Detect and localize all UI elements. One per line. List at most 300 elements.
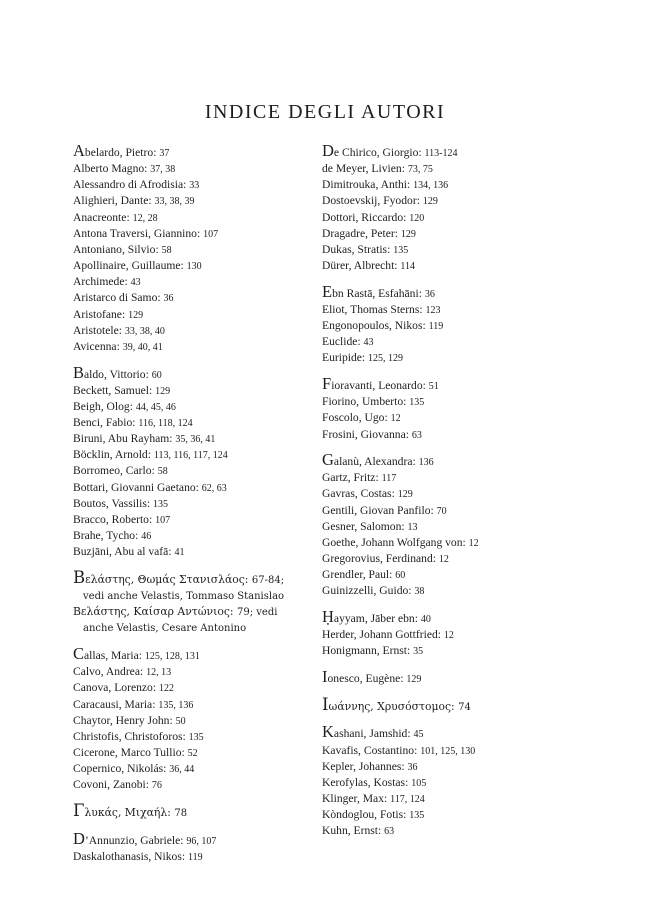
index-entry [73,226,305,242]
index-entry [322,452,582,470]
index-entry [322,724,582,742]
index-entry [322,143,582,161]
author-name: Brahe, Tycho [73,529,136,543]
page-refs: 12, 28 [132,212,158,224]
page-refs: 117, 124 [390,793,425,805]
author-name: Dragadre, Peter [322,226,395,240]
author-name: Caracausi, Maria [73,697,153,711]
letter-group [73,646,305,793]
separator: : [394,259,401,273]
page-refs: 101, 125, 130 [420,745,476,757]
separator: : [152,697,159,711]
separator: : [418,146,425,159]
separator: : [145,778,152,792]
author-name: Γλυκάς, Μιχαήλ [73,800,168,820]
index-entry [322,161,582,177]
author-name: Guinizzelli, Guido [322,584,409,598]
author-name: Aristofane [73,307,122,321]
index-entry [73,161,305,177]
page-refs: 79; vedi anche Velastis, Cesare Antonino [83,607,278,635]
author-name: Avicenna [73,339,117,353]
author-name: Herder, Johann Gottfried [322,628,438,642]
page-refs: 129 [422,196,438,208]
page-refs: 125, 129 [368,353,404,365]
index-entry [322,775,582,791]
index-entry [322,350,582,366]
index-entry [322,823,582,839]
author-name: Apollinaire, Guillaume [73,259,181,273]
page-refs: 67-84; vedi anche Velastis, Tommaso Stanislao [83,574,285,603]
separator: : [163,762,170,776]
index-entry [73,680,305,696]
author-name: Kòndoglou, Fotis [322,808,404,822]
page-refs: 135 [409,397,425,409]
page-refs: 35 [413,646,424,658]
separator: : [422,379,429,393]
author-name: Fiorino, Umberto [322,395,404,409]
index-entry [73,828,305,849]
separator: : [407,727,414,741]
page-refs: 129 [128,309,144,321]
page-refs: 37 [159,148,170,159]
index-entry [73,544,305,560]
page-refs: 50 [175,715,186,727]
page-refs: 46 [141,531,152,543]
index-entry [322,334,582,350]
separator: : [405,427,412,441]
author-name: Gregorovius, Ferdinand [322,552,433,566]
index-entry [322,627,582,643]
author-name: Dimitrouka, Anthi [322,178,408,192]
page-refs: 12 [438,554,449,566]
page-refs: 12 [390,413,401,425]
author-name: Alessandro di Afrodisia [73,178,184,192]
letter-group [73,362,305,561]
page-refs: 107 [203,228,219,240]
separator: : [401,162,408,176]
author-name: Galanù, Alexandra [322,450,413,470]
index-entry [73,496,305,512]
author-name: Abelardo, Pietro [73,141,154,160]
separator: : [181,745,188,759]
index-entry [322,258,582,274]
separator: : [430,503,437,517]
author-name: Benci, Fabio [73,416,133,429]
page-refs: 36 [424,288,435,300]
separator: : [167,805,175,819]
author-name: Engonopoulos, Nikos [322,319,423,333]
letter-group [73,800,305,821]
separator: : [116,339,123,353]
page-refs: 119 [428,321,444,333]
separator: : [403,210,410,224]
author-name: Baldo, Vittorio [73,362,146,382]
separator: : [407,644,414,658]
author-name: Grendler, Paul [322,568,390,582]
separator: : [144,162,151,176]
index-entry [322,807,582,823]
separator: : [155,242,162,256]
page-refs: 13 [407,521,418,533]
index-entry [73,646,305,664]
separator: : [157,291,164,305]
separator: : [195,480,202,494]
author-name: De Chirico, Giorgio [322,141,419,160]
author-name: Beckett, Samuel [73,383,149,397]
page-refs: 123 [425,304,441,316]
author-name: Dürer, Albrecht [322,259,395,273]
author-name: Archimede [73,275,125,289]
author-name: Dottori, Riccardo [322,210,404,224]
page-refs: 120 [409,212,425,224]
index-entry [73,463,305,479]
page-refs: 58 [161,244,172,256]
page-refs: 33, 38, 40 [124,325,165,337]
author-name: Bottari, Giovanni Gaetano [73,480,196,494]
author-name: Ḥayyam, Jāber ebn [322,607,415,627]
separator: : [139,665,147,679]
separator: : [414,743,421,757]
letter-group [322,281,582,367]
letter-group [322,609,582,659]
index-entry [73,567,305,604]
index-entry [73,777,305,793]
separator: : [118,323,125,337]
index-entry [73,729,305,745]
separator: : [361,351,369,365]
author-name: Ιωάννης, Χρυσόστομος [322,694,452,714]
separator: : [414,612,421,626]
index-entry [322,609,582,627]
author-name: Antona Traversi, Giannino [73,226,197,240]
page-refs: 43 [363,337,374,349]
author-name: Gartz, Fritz [322,471,376,485]
separator: : [132,416,139,429]
page-refs: 70 [436,505,447,517]
separator: : [169,713,176,727]
page-refs: 135 [153,498,169,510]
separator: : [180,833,187,847]
author-name: Kavafis, Costantino [322,743,415,757]
author-name: Ionesco, Eugène [322,667,401,687]
page-refs: 125, 128, 131 [144,651,200,663]
index-entry [73,274,305,290]
page-refs: 12, 13 [146,667,172,679]
page-refs: 39, 40, 41 [122,341,163,353]
index-entry [73,399,305,415]
author-name: Buzjāni, Abu al vafā [73,545,169,559]
separator: : [384,791,391,805]
separator: : [375,471,382,485]
page-refs: 60 [151,369,162,381]
letter-group [322,452,582,599]
separator: : [462,535,469,549]
index-entry [73,193,305,209]
index-entry [322,193,582,209]
page-refs: 129 [406,674,422,686]
page-refs: 52 [187,747,198,759]
separator: : [418,286,425,300]
author-name: Borromeo, Carlo [73,464,152,478]
page-refs: 114 [400,261,416,273]
page-refs: 44, 45, 46 [135,401,176,413]
separator: : [403,395,410,409]
author-name: Alighieri, Dante [73,194,149,208]
index-entry [73,143,305,161]
separator: : [405,775,412,789]
page-refs: 78 [174,807,188,819]
page-refs: 136 [418,457,434,469]
page-refs: 36 [407,761,418,773]
index-entry [322,281,582,302]
index-entry [322,177,582,193]
index-entry [322,743,582,759]
separator: : [152,681,159,695]
author-name: Chaytor, Henry John [73,713,170,727]
index-entry [73,604,305,636]
author-name: Kepler, Johannes [322,759,402,773]
index-entry [73,512,305,528]
separator: : [169,432,176,446]
author-name: Gentili, Giovan Panfilo [322,503,431,517]
author-name: Dostoevskij, Fyodor [322,194,417,208]
page-refs: 33 [189,180,200,192]
page-refs: 12 [443,630,454,642]
separator: : [389,568,396,582]
page-refs: 129 [155,385,171,397]
page-refs: 116, 118, 124 [138,418,193,429]
page-refs: 36 [163,293,174,305]
page-refs: 63 [411,429,422,441]
separator: : [138,649,145,663]
index-entry [73,415,305,431]
letter-group [322,669,582,687]
page-refs: 43 [130,277,141,289]
author-name: Gesner, Salomon [322,519,402,533]
author-name: Dukas, Stratis [322,242,388,256]
separator: : [182,729,189,743]
author-name: Anacreonte [73,210,127,224]
index-entry [73,480,305,496]
author-name: Eliot, Thomas Sterns [322,302,420,316]
separator: : [196,226,204,240]
page-refs: 40 [420,614,431,626]
index-column-right [322,143,582,849]
separator: : [148,194,155,208]
author-name: de Meyer, Livien [322,162,402,176]
page-refs: 135, 136 [158,699,194,711]
index-entry [73,761,305,777]
page-refs: 134, 136 [413,180,449,192]
index-entry [322,583,582,599]
page-refs: 37, 38 [150,164,176,176]
author-name: Biruni, Abu Rayham [73,432,170,446]
separator: : [403,808,410,822]
separator: : [121,307,129,321]
separator: : [153,146,160,159]
index-entry [322,226,582,242]
separator: : [384,411,391,425]
page-refs: 51 [428,381,439,393]
page-refs: 33, 38, 39 [154,196,195,208]
separator: : [378,824,385,838]
index-entry [73,323,305,339]
separator: : [401,519,408,533]
separator: : [419,302,426,316]
page-refs: 63 [384,826,395,838]
author-name: Böcklin, Arnold [73,448,148,462]
author-name: Βελάστης, Θωμάς Στανισλάος [73,567,245,587]
index-entry [322,394,582,410]
index-entry [322,643,582,659]
separator: : [416,194,423,208]
page-refs: 129 [400,228,416,240]
letter-group [322,143,582,274]
author-name: Copernico, Nikolás [73,762,164,776]
author-name: Fioravanti, Leonardo [322,374,423,394]
page-refs: 117 [381,473,397,485]
separator: : [180,259,187,273]
author-name: Euclide [322,335,358,349]
page-refs: 35, 36, 41 [175,434,216,446]
author-name: Boutos, Vassilis [73,496,147,510]
page-refs: 113, 116, 117, 124 [153,450,228,462]
index-entry [73,362,305,383]
author-name: D’Annunzio, Gabriele [73,828,181,848]
letter-group [73,828,305,865]
separator: : [357,335,364,349]
separator: : [181,849,188,863]
separator: : [412,455,419,469]
separator: : [400,672,407,686]
index-entry [322,242,582,258]
separator: : [147,448,154,462]
index-entry [322,791,582,807]
letter-group [322,724,582,839]
index-entry [322,427,582,443]
author-name: Aristarco di Samo [73,291,158,305]
page-title: INDICE DEGLI AUTORI [204,101,446,123]
author-name: Kuhn, Ernst [322,824,379,838]
author-name: Foscolo, Ugo [322,411,385,425]
index-entry [322,210,582,226]
letter-group [322,694,582,715]
author-name: Covoni, Zanobi [73,778,146,792]
page-refs: 58 [157,466,168,478]
author-name: Kashani, Jamshid [322,722,408,742]
separator: : [129,399,136,413]
separator: : [124,275,131,289]
separator: : [391,487,398,501]
separator: : [148,383,156,397]
index-entry [322,470,582,486]
index-entry [322,759,582,775]
separator: : [407,178,414,192]
author-name: Frosini, Giovanna [322,427,406,441]
index-entry [322,486,582,502]
author-name: Daskalothanasis, Nikos [73,849,182,863]
author-name: Beigh, Olog [73,399,130,413]
separator: : [422,319,429,333]
index-entry [73,447,305,463]
author-name: Cicerone, Marco Tullio [73,745,182,759]
page-refs: 74 [458,701,471,713]
separator: : [148,512,156,526]
separator: : [151,464,158,478]
index-entry [73,745,305,761]
author-name: Klinger, Max [322,791,384,805]
page-refs: 122 [158,683,174,695]
author-name: Ebn Rastā, Esfahāni [322,281,419,301]
author-name: Aristotele [73,323,119,337]
author-name: Alberto Magno [73,162,145,176]
separator: : [126,210,133,224]
author-name: Goethe, Johann Wolfgang von [322,535,463,549]
page-refs: 12 [468,537,479,549]
author-name: Βελάστης, Καίσαρ Αντώνιος [73,605,230,619]
page-refs: 76 [151,780,162,792]
index-entry [73,528,305,544]
page-refs: 36, 44 [169,764,195,776]
letter-group [73,143,305,355]
page-refs: 73, 75 [407,164,433,176]
index-entry [322,503,582,519]
page-refs: 135 [393,244,409,256]
separator: : [135,529,142,543]
index-entry [73,258,305,274]
index-entry [322,694,582,715]
page-refs: 96, 107 [186,835,217,847]
index-entry [322,318,582,334]
author-name: Calvo, Andrea [73,665,140,679]
index-entry [73,242,305,258]
separator: : [183,178,190,192]
author-name: Bracco, Roberto [73,512,149,526]
index-entry [322,535,582,551]
index-entry [73,383,305,399]
index-entry [322,519,582,535]
index-entry [73,664,305,680]
author-name: Callas, Maria [73,644,139,664]
page-refs: 45 [413,729,424,741]
index-entry [73,849,305,865]
page-refs: 113-124 [424,148,458,159]
separator: : [437,628,444,642]
index-entry [73,210,305,226]
page-refs: 107 [155,514,171,526]
letter-group [73,567,305,637]
page-refs: 62, 63 [201,482,227,494]
author-name: Euripide [322,351,362,365]
index-entry [73,431,305,447]
separator: : [229,605,237,619]
separator: : [432,552,439,566]
separator: : [451,699,459,713]
index-entry [73,800,305,821]
index-column-left [73,143,305,874]
separator: : [387,242,394,256]
page-refs: 130 [186,261,202,273]
author-name: Honigmann, Ernst [322,644,408,658]
page-refs: 60 [395,570,406,582]
page-refs: 135 [188,731,204,743]
page-refs: 105 [411,777,427,789]
separator: : [401,759,408,773]
index-entry [322,376,582,394]
page-refs: 135 [409,810,425,822]
index-entry [322,669,582,687]
page-refs: 38 [414,586,425,598]
